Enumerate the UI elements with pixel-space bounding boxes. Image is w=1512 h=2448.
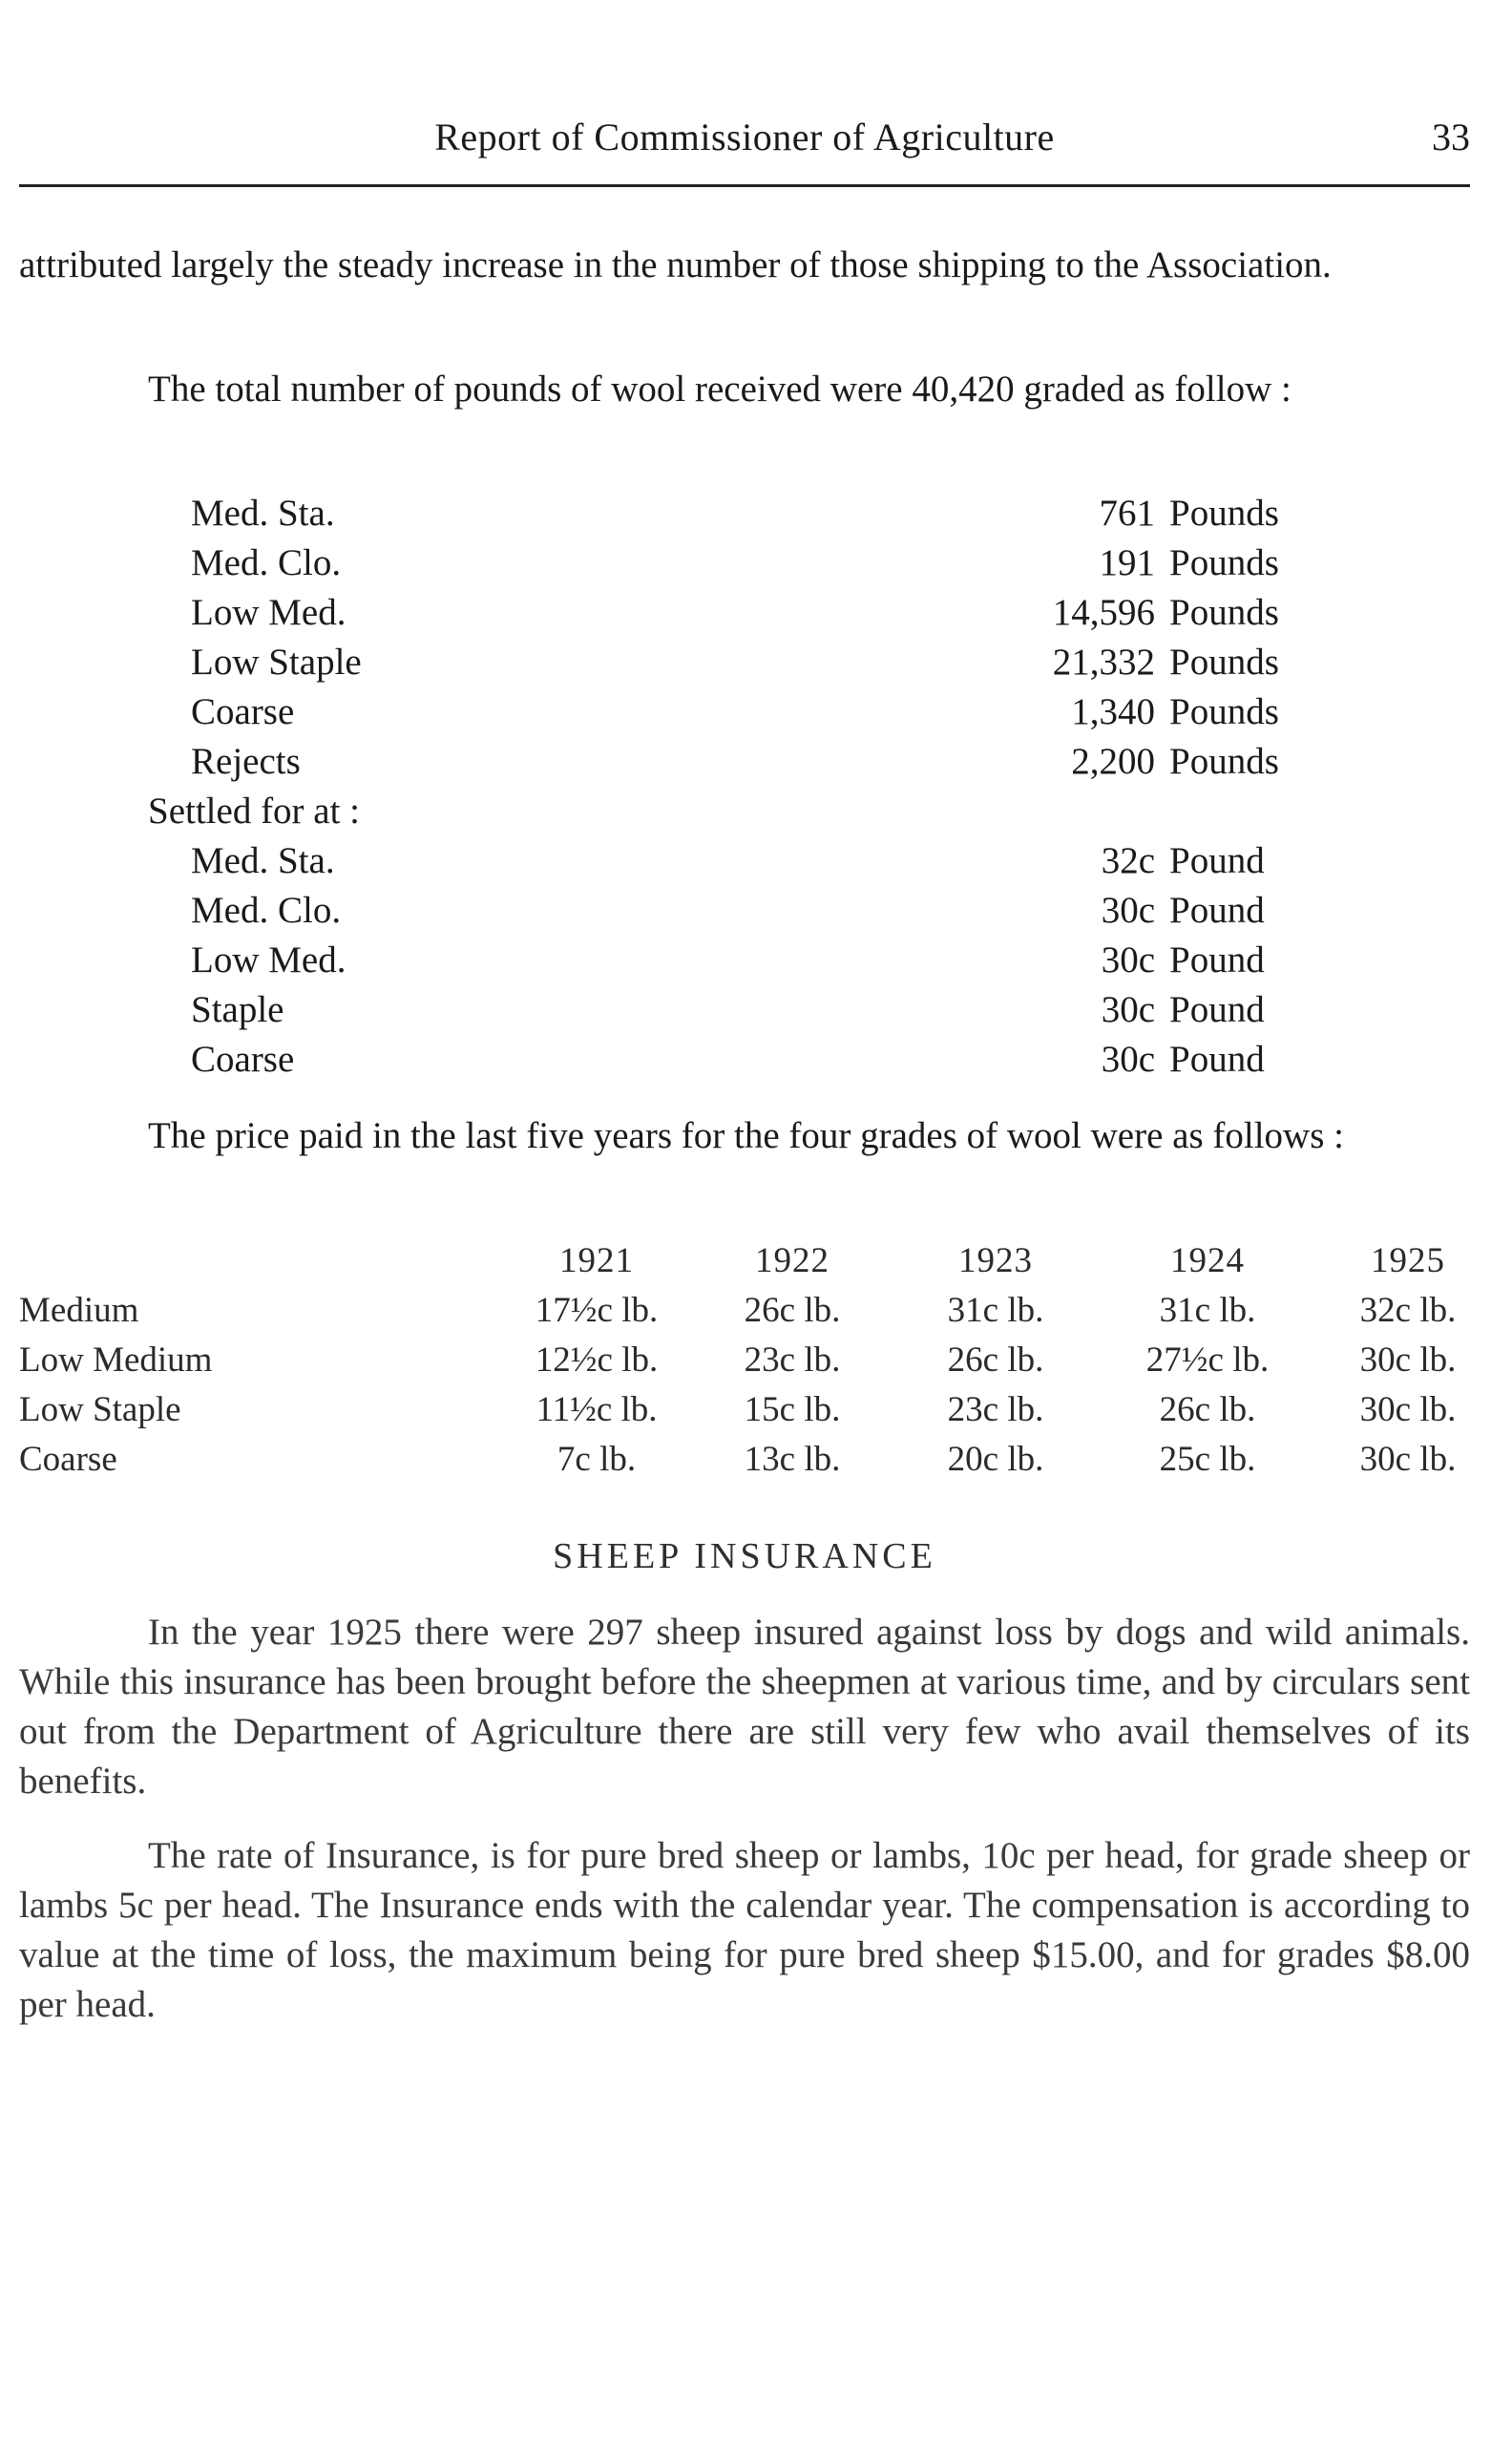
price-cell: 30c lb. bbox=[1359, 1390, 1457, 1429]
insurance-paragraph-2: The rate of Insurance, is for pure bred sheep or lambs, 10c per head, for grade sheep or lambs 5c per head. The Insurance ends with the calendar year. The compensation is according to value at the time of loss, the maximum being for pure bred sheep $15.00, and for grades $8.00 per head. bbox=[19, 1835, 1470, 2025]
settled-price: 30c bbox=[1101, 939, 1155, 981]
grade-name: Rejects bbox=[191, 741, 301, 782]
price-cell: 30c lb. bbox=[1359, 1440, 1457, 1479]
price-cell: 11½c lb. bbox=[536, 1390, 658, 1429]
settled-grade-name: Coarse bbox=[191, 1039, 295, 1080]
header-rule bbox=[19, 184, 1470, 187]
settled-unit: Pound bbox=[1169, 840, 1265, 881]
wool-grade-list bbox=[19, 489, 1470, 1085]
settled-grade-name: Staple bbox=[191, 989, 284, 1030]
table-row bbox=[19, 1336, 1470, 1385]
grade-amount: 2,200 bbox=[1071, 741, 1155, 782]
year-header: 1923 bbox=[958, 1241, 1033, 1280]
intro-paragraph: attributed largely the steady increase in the number of those shipping to the Association. bbox=[19, 244, 1332, 285]
grade-name: Med. Sta. bbox=[191, 493, 335, 534]
price-cell: 23c lb. bbox=[947, 1390, 1044, 1429]
page-number: 33 bbox=[1432, 116, 1470, 158]
price-cell: 15c lb. bbox=[744, 1390, 841, 1429]
price-cell: 31c lb. bbox=[947, 1291, 1044, 1330]
settled-unit: Pound bbox=[1169, 989, 1265, 1030]
price-cell: 12½c lb. bbox=[535, 1340, 659, 1380]
settled-unit: Pound bbox=[1169, 939, 1265, 981]
settled-price: 32c bbox=[1101, 840, 1155, 881]
price-cell: 17½c lb. bbox=[535, 1291, 659, 1330]
year-header: 1925 bbox=[1371, 1241, 1445, 1280]
settled-unit: Pound bbox=[1169, 890, 1265, 931]
grade-unit: Pounds bbox=[1169, 691, 1279, 732]
grade-amount: 191 bbox=[1099, 542, 1155, 583]
section-heading: SHEEP INSURANCE bbox=[553, 1536, 936, 1576]
price-cell: 27½c lb. bbox=[1145, 1340, 1270, 1380]
insurance-paragraph-1: In the year 1925 there were 297 sheep insured against loss by dogs and wild animals. While this insurance has been brought before the sheepmen at various time, and by circulars sent out from the Department of Agriculture there are still very few who avail themselves of its benefits. bbox=[19, 1612, 1470, 1802]
grade-row bbox=[19, 489, 1470, 538]
settled-price: 30c bbox=[1101, 890, 1155, 931]
year-header: 1924 bbox=[1170, 1241, 1245, 1280]
settled-row bbox=[19, 836, 1470, 886]
grade-unit: Pounds bbox=[1169, 493, 1279, 534]
settled-heading-row bbox=[19, 787, 1470, 836]
grade-row bbox=[19, 638, 1470, 687]
price-table bbox=[19, 1236, 1470, 1485]
price-cell: 26c lb. bbox=[947, 1340, 1044, 1380]
grade-amount: 14,596 bbox=[1052, 592, 1155, 633]
page-header bbox=[19, 115, 1470, 181]
price-cell: 13c lb. bbox=[744, 1440, 841, 1479]
grade-name: Med. Clo. bbox=[191, 542, 342, 583]
price-cell: 26c lb. bbox=[1159, 1390, 1256, 1429]
grade-label: Low Staple bbox=[19, 1390, 181, 1429]
settled-unit: Pound bbox=[1169, 1039, 1265, 1080]
settled-grade-name: Med. Clo. bbox=[191, 890, 342, 931]
settled-grade-name: Med. Sta. bbox=[191, 840, 335, 881]
settled-price: 30c bbox=[1101, 989, 1155, 1030]
grade-amount: 1,340 bbox=[1071, 691, 1155, 732]
grade-unit: Pounds bbox=[1169, 642, 1279, 683]
grade-unit: Pounds bbox=[1169, 741, 1279, 782]
settled-row bbox=[19, 985, 1470, 1035]
table-row bbox=[19, 1286, 1470, 1336]
settled-row bbox=[19, 886, 1470, 936]
grade-unit: Pounds bbox=[1169, 542, 1279, 583]
price-cell: 26c lb. bbox=[744, 1291, 841, 1330]
grade-row bbox=[19, 737, 1470, 787]
price-cell: 25c lb. bbox=[1159, 1440, 1256, 1479]
price-table-header bbox=[19, 1236, 1470, 1286]
grade-label: Low Medium bbox=[19, 1340, 213, 1380]
price-cell: 23c lb. bbox=[744, 1340, 841, 1380]
settled-grade-name: Low Med. bbox=[191, 939, 346, 981]
price-cell: 30c lb. bbox=[1359, 1340, 1457, 1380]
grade-label: Coarse bbox=[19, 1440, 117, 1479]
grade-label: Medium bbox=[19, 1291, 139, 1330]
table-row bbox=[19, 1385, 1470, 1435]
year-header: 1921 bbox=[559, 1241, 634, 1280]
settled-price: 30c bbox=[1101, 1039, 1155, 1080]
settled-label: Settled for at : bbox=[148, 791, 361, 832]
price-cell: 32c lb. bbox=[1359, 1291, 1457, 1330]
grade-name: Low Staple bbox=[191, 642, 362, 683]
price-cell: 31c lb. bbox=[1159, 1291, 1256, 1330]
price-cell: 7c lb. bbox=[556, 1440, 637, 1479]
grade-row bbox=[19, 687, 1470, 737]
grade-row bbox=[19, 538, 1470, 588]
price-cell: 20c lb. bbox=[947, 1440, 1044, 1479]
settled-row bbox=[19, 936, 1470, 985]
grade-amount: 21,332 bbox=[1052, 642, 1155, 683]
settled-row bbox=[19, 1035, 1470, 1085]
running-title: Report of Commissioner of Agriculture bbox=[434, 116, 1055, 158]
wool-total-paragraph: The total number of pounds of wool received were 40,420 graded as follow : bbox=[148, 369, 1292, 410]
grade-row bbox=[19, 588, 1470, 638]
grade-amount: 761 bbox=[1099, 493, 1155, 534]
table-row bbox=[19, 1435, 1470, 1485]
grade-unit: Pounds bbox=[1169, 592, 1279, 633]
year-header: 1922 bbox=[755, 1241, 830, 1280]
grade-name: Coarse bbox=[191, 691, 295, 732]
price-paragraph: The price paid in the last five years for the four grades of wool were as follows : bbox=[148, 1115, 1344, 1156]
grade-name: Low Med. bbox=[191, 592, 346, 633]
